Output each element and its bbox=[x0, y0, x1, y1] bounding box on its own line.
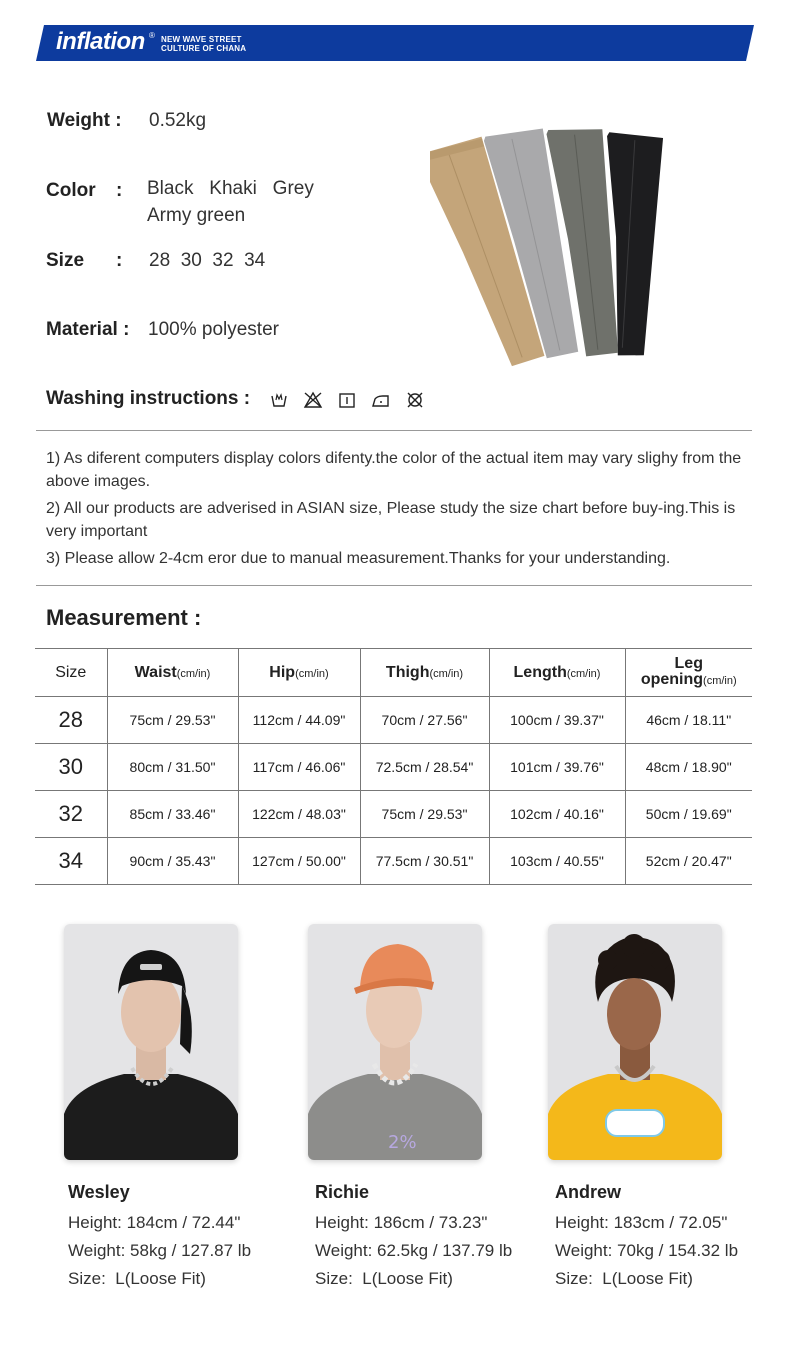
cell-length: 101cm / 39.76" bbox=[489, 744, 625, 791]
pants-product-image bbox=[430, 118, 670, 368]
size-colon: : bbox=[116, 250, 123, 271]
color-colon: : bbox=[116, 180, 123, 201]
cell-thigh: 70cm / 27.56" bbox=[360, 697, 489, 744]
note-3: 3) Please allow 2-4cm eror due to manual measurement.Thanks for your understanding. bbox=[46, 550, 671, 567]
header-hip-label: Hip bbox=[269, 663, 296, 681]
brand-logo: inflation bbox=[56, 28, 145, 55]
header-thigh-unit: (cm/in) bbox=[429, 667, 464, 680]
header-banner bbox=[36, 25, 754, 61]
hand-wash-icon bbox=[270, 391, 288, 409]
cell-hip: 112cm / 44.09" bbox=[238, 697, 360, 744]
washing-icons bbox=[270, 391, 424, 409]
model-portrait bbox=[308, 924, 482, 1160]
model-photo-wesley bbox=[64, 924, 238, 1160]
header-leg-opening bbox=[625, 649, 752, 697]
cell-size: 30 bbox=[35, 744, 107, 791]
model-weight-richie: Weight: 62.5kg / 137.79 lb bbox=[315, 1241, 513, 1260]
material-label: Material : bbox=[46, 319, 130, 340]
cell-thigh: 75cm / 29.53" bbox=[360, 791, 489, 838]
note-2: 2) All our products are adverised in ASIAN size, Please study the size chart before buy-ing.This is very important bbox=[46, 500, 736, 540]
table-row bbox=[35, 791, 752, 838]
table-row bbox=[35, 744, 752, 791]
size-label: Size bbox=[46, 250, 85, 271]
model-height-andrew: Height: 183cm / 72.05" bbox=[555, 1213, 728, 1232]
header-waist bbox=[107, 649, 238, 697]
model-size-wesley: Size: L(Loose Fit) bbox=[68, 1269, 206, 1288]
header-length-unit: (cm/in) bbox=[566, 667, 601, 680]
cell-leg-opening: 52cm / 20.47" bbox=[625, 838, 752, 885]
model-size-andrew: Size: L(Loose Fit) bbox=[555, 1269, 693, 1288]
cell-hip: 127cm / 50.00" bbox=[238, 838, 360, 885]
size-table bbox=[35, 648, 752, 885]
cell-waist: 75cm / 29.53" bbox=[107, 697, 238, 744]
table-row bbox=[35, 697, 752, 744]
no-bleach-icon bbox=[303, 391, 323, 409]
header-thigh-label: Thigh bbox=[385, 663, 430, 681]
tagline-line-2: CULTURE OF CHANA bbox=[161, 44, 247, 53]
header-thigh bbox=[360, 649, 489, 697]
model-photo-richie bbox=[308, 924, 482, 1160]
cell-leg-opening: 50cm / 19.69" bbox=[625, 791, 752, 838]
divider-top bbox=[36, 430, 752, 431]
color-label: Color bbox=[46, 180, 96, 201]
model-weight-andrew: Weight: 70kg / 154.32 lb bbox=[555, 1241, 739, 1260]
model-weight-wesley: Weight: 58kg / 127.87 lb bbox=[68, 1241, 252, 1260]
no-dry-clean-icon bbox=[406, 391, 424, 409]
header-hip bbox=[238, 649, 360, 697]
tumble-dry-icon bbox=[338, 391, 356, 409]
iron-icon bbox=[371, 391, 391, 409]
cell-waist: 90cm / 35.43" bbox=[107, 838, 238, 885]
model-portrait bbox=[64, 924, 238, 1160]
brand-reg-mark: ® bbox=[149, 31, 155, 40]
header-waist-label: Waist bbox=[134, 663, 177, 681]
cell-size: 34 bbox=[35, 838, 107, 885]
washing-instructions-label: Washing instructions : bbox=[46, 388, 251, 409]
measurement-title: Measurement : bbox=[46, 605, 202, 630]
cell-size: 28 bbox=[35, 697, 107, 744]
divider-bottom bbox=[36, 585, 752, 586]
header-leg-label: Leg bbox=[674, 655, 703, 672]
weight-value: 0.52kg bbox=[149, 110, 207, 131]
header-opening-label: opening bbox=[640, 671, 704, 688]
cell-waist: 85cm / 33.46" bbox=[107, 791, 238, 838]
cell-length: 100cm / 39.37" bbox=[489, 697, 625, 744]
cell-hip: 122cm / 48.03" bbox=[238, 791, 360, 838]
header-hip-unit: (cm/in) bbox=[295, 667, 329, 680]
model-height-richie: Height: 186cm / 73.23" bbox=[315, 1213, 488, 1232]
header-leg-unit: (cm/in) bbox=[703, 675, 737, 687]
model-name-andrew: Andrew bbox=[555, 1182, 622, 1202]
tagline-line-1: NEW WAVE STREET bbox=[161, 35, 242, 44]
color-value-line-1: Black Khaki Grey bbox=[147, 178, 314, 199]
weight-label: Weight : bbox=[47, 110, 122, 131]
cell-hip: 117cm / 46.06" bbox=[238, 744, 360, 791]
cell-leg-opening: 48cm / 18.90" bbox=[625, 744, 752, 791]
cell-thigh: 72.5cm / 28.54" bbox=[360, 744, 489, 791]
cell-leg-opening: 46cm / 18.11" bbox=[625, 697, 752, 744]
cell-waist: 80cm / 31.50" bbox=[107, 744, 238, 791]
model-size-richie: Size: L(Loose Fit) bbox=[315, 1269, 453, 1288]
brand-tagline bbox=[161, 35, 246, 53]
table-header-row bbox=[35, 649, 752, 697]
model-name-wesley: Wesley bbox=[68, 1182, 130, 1202]
table-row bbox=[35, 838, 752, 885]
header-leg-label-2 bbox=[626, 672, 753, 689]
material-value: 100% polyester bbox=[148, 319, 279, 340]
model-photo-andrew bbox=[548, 924, 722, 1160]
note-1: 1) As diferent computers display colors difenty.the color of the actual item may vary slighy from the above images. bbox=[46, 450, 742, 490]
shirt-print: 2% bbox=[388, 1132, 417, 1153]
cell-size: 32 bbox=[35, 791, 107, 838]
header-length-label: Length bbox=[513, 663, 567, 681]
header-length bbox=[489, 649, 625, 697]
model-height-wesley: Height: 184cm / 72.44" bbox=[68, 1213, 241, 1232]
header-size: Size bbox=[35, 649, 107, 697]
cell-length: 103cm / 40.55" bbox=[489, 838, 625, 885]
model-portrait bbox=[548, 924, 722, 1160]
cell-length: 102cm / 40.16" bbox=[489, 791, 625, 838]
model-name-richie: Richie bbox=[315, 1182, 370, 1202]
header-waist-unit: (cm/in) bbox=[176, 667, 211, 680]
cell-thigh: 77.5cm / 30.51" bbox=[360, 838, 489, 885]
size-value: 28 30 32 34 bbox=[149, 250, 266, 271]
color-value-line-2: Army green bbox=[147, 205, 246, 226]
